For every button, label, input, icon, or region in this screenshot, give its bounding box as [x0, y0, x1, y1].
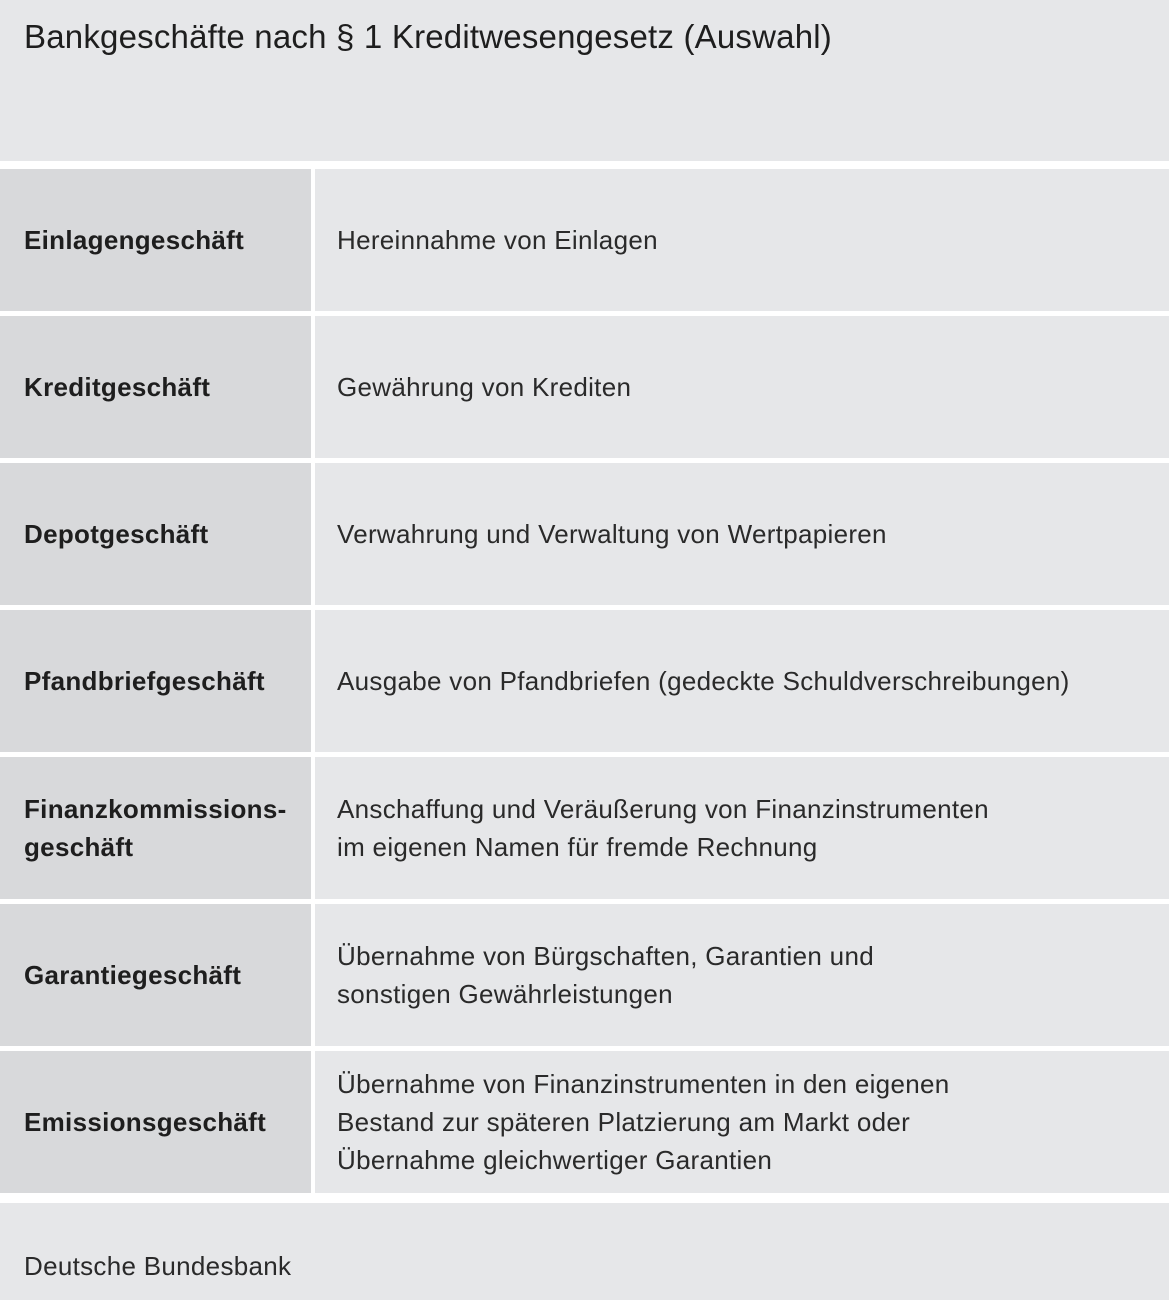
- table-row: [0, 610, 1169, 752]
- table-row: [0, 904, 1169, 1046]
- table-row: [0, 1051, 1169, 1193]
- table-row: [0, 169, 1169, 311]
- page-title: Bankgeschäfte nach § 1 Kreditwesengesetz (Auswahl): [24, 18, 832, 55]
- term-cell: Depotgeschäft: [0, 463, 311, 605]
- definition-cell: Ausgabe von Pfandbriefen (gedeckte Schuldverschreibungen): [315, 610, 1169, 752]
- term-cell: Garantiegeschäft: [0, 904, 311, 1046]
- definition-cell: Verwahrung und Verwaltung von Wertpapieren: [315, 463, 1169, 605]
- table-row: [0, 757, 1169, 899]
- definition-cell: Hereinnahme von Einlagen: [315, 169, 1169, 311]
- source-note: Deutsche Bundesbank: [24, 1251, 292, 1281]
- definition-cell: Gewährung von Krediten: [315, 316, 1169, 458]
- definitions-table: [0, 169, 1169, 1193]
- term-cell: Emissionsgeschäft: [0, 1051, 311, 1193]
- definition-cell: Anschaffung und Veräußerung von Finanzinstrumenten im eigenen Namen für fremde Rechnung: [315, 757, 1169, 899]
- table-row: [0, 316, 1169, 458]
- footer-panel: [0, 1203, 1169, 1300]
- term-cell: Finanzkommissions- geschäft: [0, 757, 311, 899]
- header-panel: [0, 0, 1169, 161]
- definition-cell: Übernahme von Bürgschaften, Garantien und sonstigen Gewährleistungen: [315, 904, 1169, 1046]
- term-cell: Pfandbriefgeschäft: [0, 610, 311, 752]
- table-row: [0, 463, 1169, 605]
- term-cell: Kreditgeschäft: [0, 316, 311, 458]
- definition-cell: Übernahme von Finanzinstrumenten in den eigenen Bestand zur späteren Platzierung am Markt oder Übernahme gleichwertiger Garantien: [315, 1051, 1169, 1193]
- term-cell: Einlagengeschäft: [0, 169, 311, 311]
